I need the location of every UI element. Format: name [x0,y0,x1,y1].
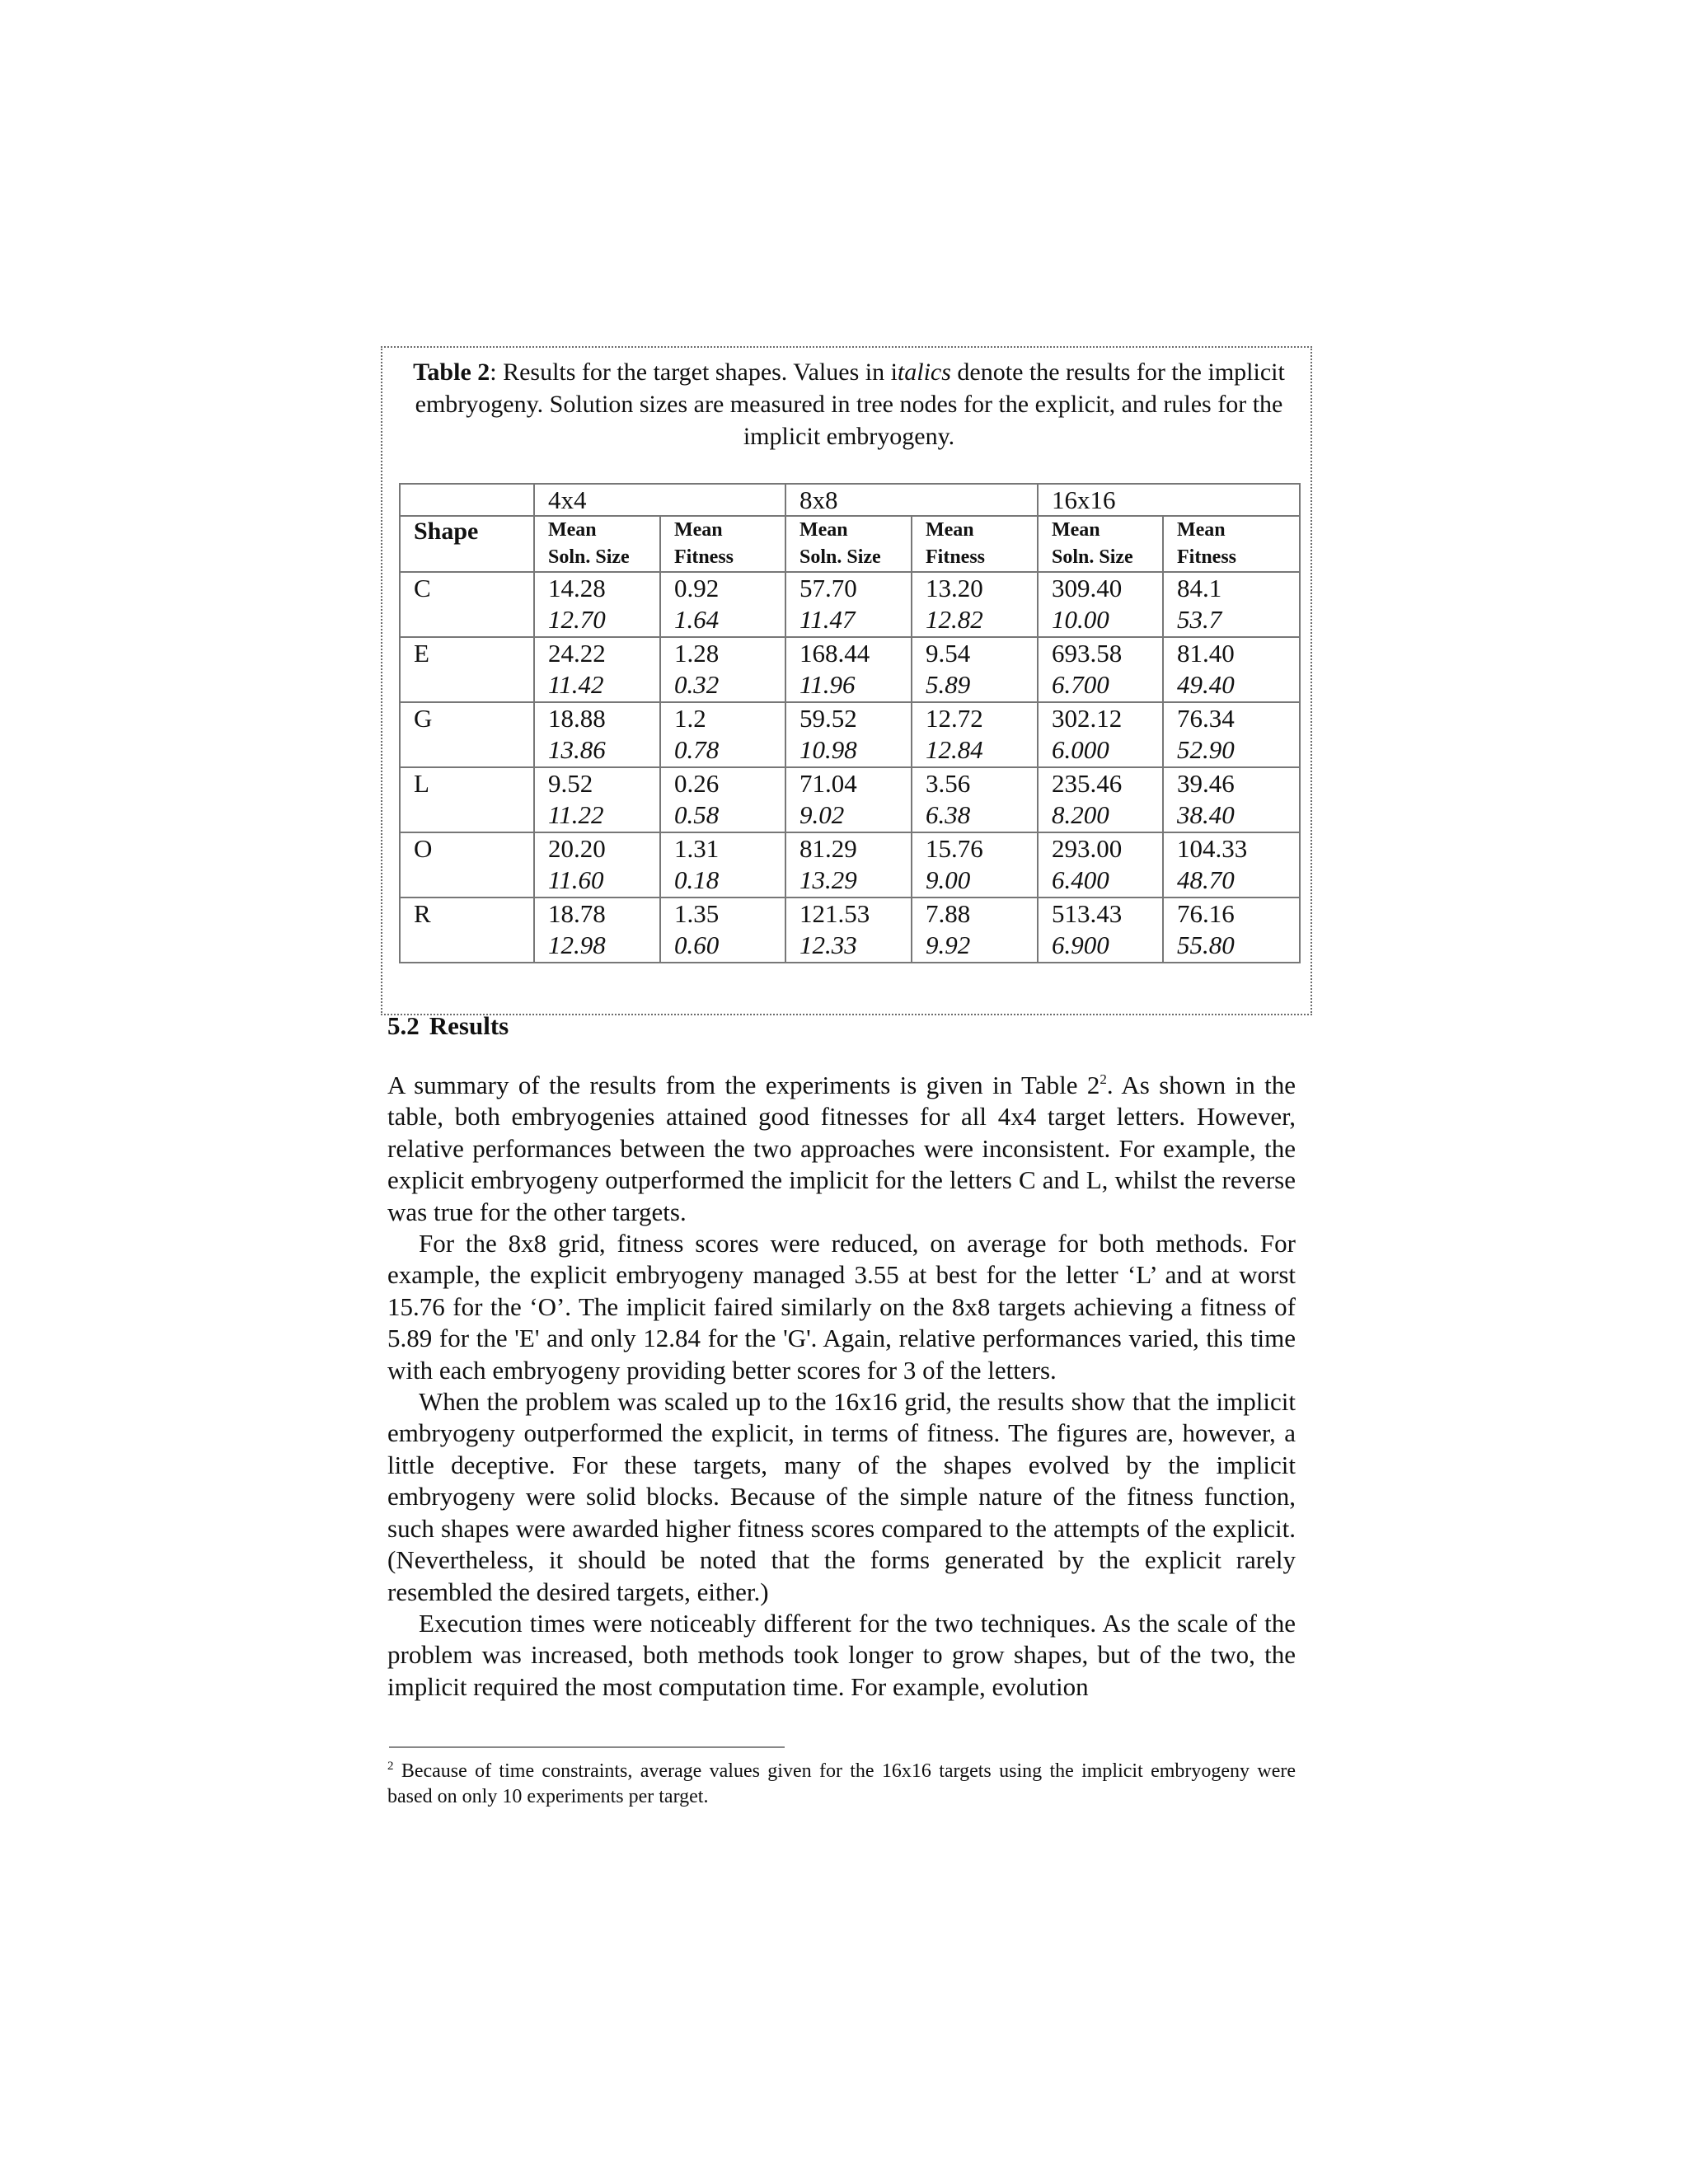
footnote [387,1759,1296,1810]
caption-italic-word: talics [897,359,951,386]
paragraph-1 [387,1070,1296,1228]
explicit-value: 104.33 [1177,834,1248,863]
implicit-value: 0.60 [674,930,720,959]
column-header-line2: Fitness [674,546,734,568]
implicit-value: 48.70 [1177,865,1235,894]
explicit-value: 513.43 [1052,899,1123,928]
value-cell [785,832,912,898]
table-row [400,637,1300,702]
implicit-value: 11.22 [548,800,604,829]
explicit-value: 309.40 [1052,574,1123,602]
explicit-value: 13.20 [926,574,983,602]
column-header-line2: Soln. Size [1052,546,1133,568]
column-header-line2: Fitness [1177,546,1236,568]
explicit-value: 81.40 [1177,639,1235,668]
explicit-value: 18.88 [548,704,606,733]
column-header-row [400,516,1300,572]
table-body [400,572,1300,963]
column-header-line1: Mean [926,519,974,541]
value-cell [1163,702,1300,767]
footnote-ref: 2 [1100,1071,1107,1087]
value-cell [1038,832,1163,898]
group-header-16x16: 16x16 [1038,484,1300,516]
value-cell [660,832,785,898]
explicit-value: 302.12 [1052,704,1123,733]
implicit-value: 13.29 [799,865,857,894]
shape-cell: L [400,767,534,832]
column-header-line1: Mean [1052,519,1100,541]
explicit-value: 84.1 [1177,574,1222,602]
implicit-value: 6.700 [1052,670,1109,699]
implicit-value: 9.00 [926,865,971,894]
column-header [785,516,912,572]
footnote-marker: 2 [387,1760,394,1773]
value-cell [785,898,912,963]
explicit-value: 15.76 [926,834,983,863]
column-header-line1: Mean [548,519,597,541]
implicit-value: 12.33 [799,930,857,959]
implicit-value: 52.90 [1177,735,1235,764]
explicit-value: 0.92 [674,574,720,602]
paragraph-4: Execution times were noticeably different for the two techniques. As the scale of the problem was increased, both methods took longer to grow shapes, but of the two, the implicit required the most computation time. For example, evolution [387,1608,1296,1701]
implicit-value: 6.38 [926,800,971,829]
value-cell [534,898,660,963]
implicit-value: 11.60 [548,865,604,894]
implicit-value: 12.84 [926,735,983,764]
implicit-value: 12.82 [926,605,983,634]
paragraph-1-text-b: . As shown in the table, both embryogenies attained good fitnesses for all 4x4 target letters. However, relative performances between the two approaches were inconsistent. For example, the explicit embryogeny outperformed the implicit for the letters C and L, whilst the reverse was true for the other targets. [387,1071,1296,1226]
value-cell [660,572,785,637]
implicit-value: 0.18 [674,865,720,894]
group-header-8x8: 8x8 [785,484,1038,516]
value-cell [785,702,912,767]
explicit-value: 76.34 [1177,704,1235,733]
value-cell [534,832,660,898]
explicit-value: 1.28 [674,639,720,668]
column-header [1038,516,1163,572]
implicit-value: 9.02 [799,800,845,829]
body-text [387,1070,1296,1703]
table-caption [408,356,1290,452]
explicit-value: 0.26 [674,769,720,798]
explicit-value: 168.44 [799,639,870,668]
explicit-value: 20.20 [548,834,606,863]
value-cell [785,637,912,702]
shape-cell: O [400,832,534,898]
implicit-value: 0.32 [674,670,720,699]
value-cell [660,702,785,767]
table-row [400,832,1300,898]
implicit-value: 13.86 [548,735,606,764]
column-header-line1: Mean [799,519,848,541]
explicit-value: 293.00 [1052,834,1123,863]
section-title: Results [429,1011,509,1040]
table-row [400,898,1300,963]
value-cell [1038,898,1163,963]
value-cell [660,637,785,702]
explicit-value: 1.31 [674,834,720,863]
implicit-value: 8.200 [1052,800,1109,829]
implicit-value: 1.64 [674,605,720,634]
value-cell [1163,637,1300,702]
explicit-value: 1.35 [674,899,720,928]
paragraph-3: When the problem was scaled up to the 16x16 grid, the results show that the implicit embryogeny outperformed the explicit, in terms of fitness. The figures are, however, a little deceptive. For these targets, many of the shapes evolved by the implicit embryogeny were solid blocks. Because of the simple nature of the fitness function, such shapes were awarded higher fitness scores compared to the attempts of the explicit. (Nevertheless, it should be noted that the forms generated by the explicit rarely resembled the desired targets, either.) [387,1387,1296,1606]
explicit-value: 3.56 [926,769,971,798]
table-row [400,572,1300,637]
value-cell [1163,898,1300,963]
caption-text-1: : Results for the target shapes. Values in i [490,359,898,386]
corner-cell [400,484,534,516]
implicit-value: 6.400 [1052,865,1109,894]
column-header [912,516,1038,572]
shape-cell: C [400,572,534,637]
explicit-value: 76.16 [1177,899,1235,928]
value-cell [912,702,1038,767]
column-header-line2: Fitness [926,546,985,568]
value-cell [785,572,912,637]
shape-column-header: Shape [400,516,534,572]
value-cell [1038,572,1163,637]
value-cell [912,832,1038,898]
footnote-rule [389,1746,785,1748]
implicit-value: 53.7 [1177,605,1222,634]
section-heading [387,1010,509,1043]
column-header-line1: Mean [1177,519,1226,541]
implicit-value: 38.40 [1177,800,1235,829]
explicit-value: 71.04 [799,769,857,798]
value-cell [785,767,912,832]
explicit-value: 81.29 [799,834,857,863]
explicit-value: 9.52 [548,769,593,798]
implicit-value: 6.000 [1052,735,1109,764]
column-header-line2: Soln. Size [799,546,881,568]
value-cell [534,702,660,767]
implicit-value: 12.70 [548,605,606,634]
caption-label: Table 2 [413,359,490,386]
implicit-value: 5.89 [926,670,971,699]
explicit-value: 39.46 [1177,769,1235,798]
implicit-value: 11.47 [799,605,856,634]
footnote-text: Because of time constraints, average values given for the 16x16 targets using the implicit embryogeny were based on only 10 experiments per target. [387,1760,1296,1807]
value-cell [1163,767,1300,832]
column-header-line2: Soln. Size [548,546,630,568]
explicit-value: 235.46 [1052,769,1123,798]
paragraph-2: For the 8x8 grid, fitness scores were reduced, on average for both methods. For example, the explicit embryogeny managed 3.55 at best for the letter ‘L’ and at worst 15.76 for the ‘O’. The implicit faired similarly on the 8x8 targets achieving a fitness of 5.89 for the 'E' and only 12.84 for the 'G'. Again, relative performances varied, this time with each embryogeny providing better scores for 3 of the letters. [387,1229,1296,1385]
explicit-value: 57.70 [799,574,857,602]
section-number: 5.2 [387,1011,420,1040]
shape-cell: E [400,637,534,702]
caption-text-2: denote the results for the implicit embryogeny. Solution sizes are measured in tree nodes for the explicit, and rules for the implicit embryogeny. [415,359,1285,450]
implicit-value: 55.80 [1177,930,1235,959]
explicit-value: 14.28 [548,574,606,602]
implicit-value: 12.98 [548,930,606,959]
value-cell [534,767,660,832]
group-header-row [400,484,1300,516]
value-cell [1038,702,1163,767]
column-header-line1: Mean [674,519,723,541]
explicit-value: 1.2 [674,704,706,733]
implicit-value: 0.78 [674,735,720,764]
value-cell [534,572,660,637]
column-header [660,516,785,572]
explicit-value: 18.78 [548,899,606,928]
implicit-value: 10.00 [1052,605,1109,634]
value-cell [660,767,785,832]
explicit-value: 59.52 [799,704,857,733]
implicit-value: 11.96 [799,670,856,699]
explicit-value: 24.22 [548,639,606,668]
value-cell [660,898,785,963]
paragraph-1-text-a: A summary of the results from the experiments is given in Table 2 [387,1071,1100,1099]
value-cell [1163,572,1300,637]
column-header [534,516,660,572]
value-cell [1038,637,1163,702]
table-row [400,702,1300,767]
value-cell [534,637,660,702]
explicit-value: 7.88 [926,899,971,928]
implicit-value: 0.58 [674,800,720,829]
implicit-value: 6.900 [1052,930,1109,959]
group-header-4x4: 4x4 [534,484,785,516]
explicit-value: 693.58 [1052,639,1123,668]
value-cell [1163,832,1300,898]
implicit-value: 10.98 [799,735,857,764]
implicit-value: 9.92 [926,930,971,959]
explicit-value: 9.54 [926,639,971,668]
value-cell [912,572,1038,637]
value-cell [1038,767,1163,832]
value-cell [912,637,1038,702]
results-table [399,483,1301,963]
table-row [400,767,1300,832]
explicit-value: 12.72 [926,704,983,733]
explicit-value: 121.53 [799,899,870,928]
implicit-value: 11.42 [548,670,604,699]
column-header [1163,516,1300,572]
value-cell [912,898,1038,963]
shape-cell: R [400,898,534,963]
shape-cell: G [400,702,534,767]
value-cell [912,767,1038,832]
implicit-value: 49.40 [1177,670,1235,699]
